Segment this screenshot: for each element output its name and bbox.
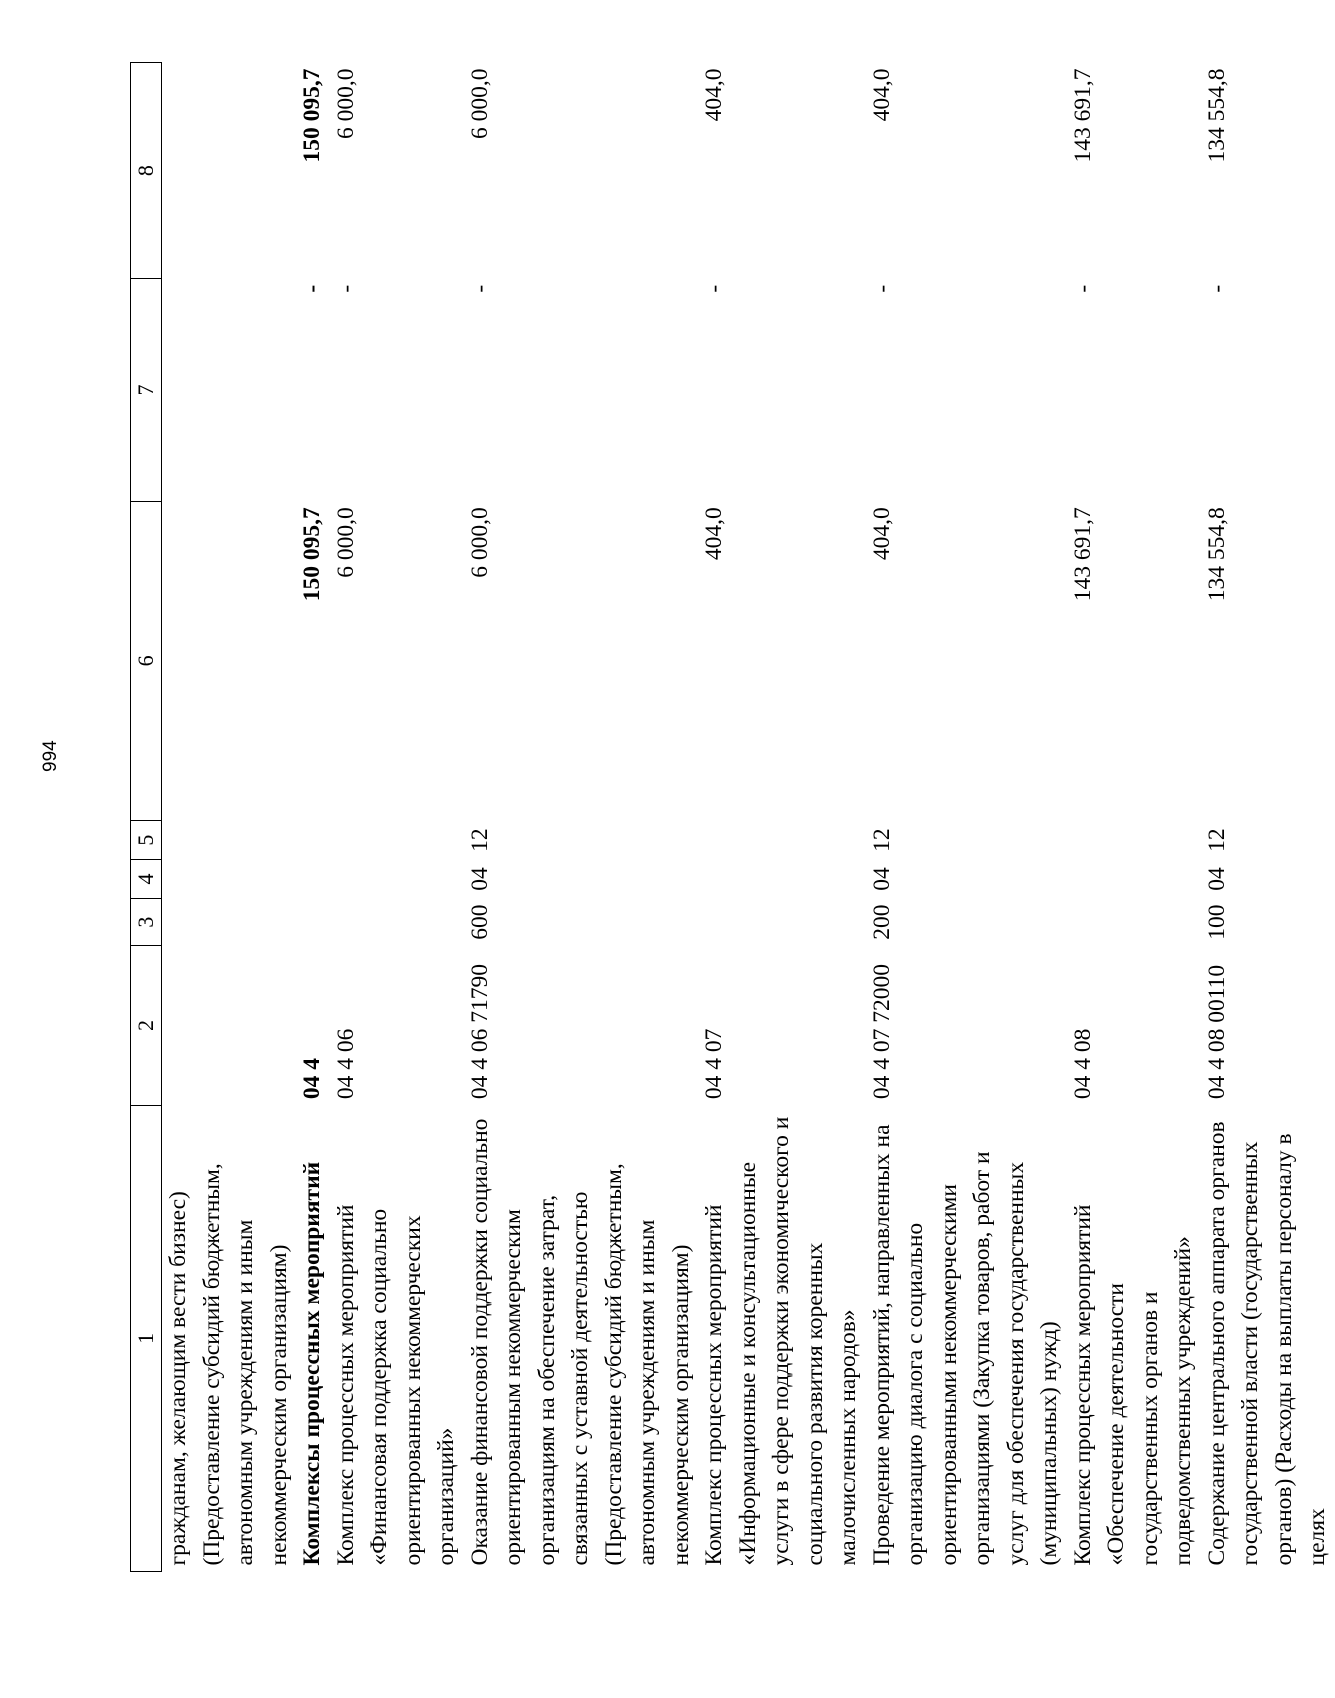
row-col-4: 04 <box>868 867 895 891</box>
row-col-5: 12 <box>466 828 493 852</box>
header-col-2: 2 <box>131 946 162 1105</box>
row-col-6: 6 000,0 <box>466 507 493 578</box>
row-col-8: 6 000,0 <box>466 68 493 139</box>
row-col-6: 404,0 <box>868 507 895 561</box>
row-col-6: 143 691,7 <box>1069 507 1096 602</box>
row-col-7: - <box>332 284 359 293</box>
row-col-6: 150 095,7 <box>299 507 325 602</box>
row-col-6: 134 554,8 <box>1203 507 1230 602</box>
row-col-5 <box>1067 821 1201 860</box>
row-col-4: 04 <box>466 867 493 891</box>
row-col-5: 12 <box>1203 828 1230 852</box>
row-col-4 <box>330 860 464 899</box>
row-col-7: - <box>299 284 325 293</box>
row-col-7: - <box>1203 284 1230 293</box>
row-col-7 <box>162 279 297 501</box>
row-code: 04 4 08 00110 <box>1203 964 1230 1100</box>
row-name: Комплекс процессных мероприятий «Финансовая поддержка социально ориентированных некоммерческих организаций» <box>332 1204 459 1566</box>
row-col-3 <box>698 899 866 946</box>
table-row <box>464 63 699 1572</box>
rotated-page <box>40 62 1330 1572</box>
row-col-6: 6 000,0 <box>332 507 359 578</box>
row-col-4 <box>162 860 297 899</box>
row-col-5 <box>698 821 866 860</box>
header-col-4: 4 <box>131 860 162 899</box>
row-col-3: 100 <box>1203 904 1230 940</box>
row-col-4 <box>1067 860 1201 899</box>
row-col-7: - <box>868 284 895 293</box>
row-col-4 <box>296 860 330 899</box>
row-code: 04 4 06 71790 <box>466 964 493 1100</box>
row-col-8: 134 554,8 <box>1203 68 1230 163</box>
row-col-3: 200 <box>868 904 895 940</box>
row-col-3: 600 <box>466 904 493 940</box>
table-row <box>698 63 866 1572</box>
row-col-7: - <box>701 284 727 293</box>
row-name: Комплекс процессных мероприятий «Обеспечение деятельности государственных органов и подведомственных учреждений» <box>1069 1204 1196 1566</box>
row-col-3 <box>162 899 297 946</box>
row-code: 04 4 08 <box>1069 1028 1096 1100</box>
row-col-3 <box>296 899 330 946</box>
row-col-5 <box>330 821 464 860</box>
row-col-8: 404,0 <box>701 68 727 122</box>
row-col-5 <box>162 821 297 860</box>
row-name: Оказание финансовой поддержки социально ориентированным некоммерческим организациям на обеспечение затрат, связанных с уставной деятельностью (Предоставление субсидий бюджетным, автономным учреждениям и иным некоммерческим организациям) <box>466 1118 694 1566</box>
header-col-5: 5 <box>131 821 162 860</box>
row-col-5 <box>296 821 330 860</box>
header-col-6: 6 <box>131 501 162 820</box>
table-row <box>1201 63 1335 1572</box>
table-row <box>1067 63 1201 1572</box>
row-code <box>162 946 297 1105</box>
header-col-7: 7 <box>131 279 162 501</box>
table-row <box>162 63 297 1572</box>
row-col-3 <box>1067 899 1201 946</box>
row-code: 04 4 <box>299 1058 325 1100</box>
row-name: Комплекс процессных мероприятий «Информационные и консультационные услуги в сфере поддержки экономического и социального развития коренных малочисленных народов» <box>701 1116 861 1566</box>
row-col-6 <box>162 501 297 820</box>
row-name: Проведение мероприятий, направленных на организацию диалога с социально ориентированными некоммерческими организациями (Закупка товаров, работ и услуг для обеспечения государственных (муниципальных) нужд) <box>868 1124 1062 1566</box>
row-col-5: 12 <box>868 828 895 852</box>
row-col-8: 150 095,7 <box>299 68 325 163</box>
row-col-3 <box>330 899 464 946</box>
header-col-8: 8 <box>131 63 162 279</box>
row-name: Комплексы процессных мероприятий <box>299 1161 325 1566</box>
row-col-4 <box>698 860 866 899</box>
row-col-8: 143 691,7 <box>1069 68 1096 163</box>
table-row <box>296 63 330 1572</box>
row-col-8: 6 000,0 <box>332 68 359 139</box>
row-name: гражданам, желающим вести бизнес) (Предоставление субсидий бюджетным, автономным учреждениям и иным некоммерческим организациям) <box>165 1163 292 1566</box>
header-row <box>131 63 162 1572</box>
row-name: Содержание центрального аппарата органов государственной власти (государственных органов) (Расходы на выплаты персоналу в целях <box>1203 1121 1330 1566</box>
page-number: 994 <box>40 740 61 772</box>
table-row <box>330 63 464 1572</box>
row-col-7: - <box>1069 284 1096 293</box>
header-col-3: 3 <box>131 899 162 946</box>
row-code: 04 4 07 <box>701 1028 727 1100</box>
header-col-1: 1 <box>131 1105 162 1571</box>
row-col-7: - <box>466 284 493 293</box>
row-col-6: 404,0 <box>701 507 727 561</box>
row-code: 04 4 07 72000 <box>868 964 895 1100</box>
row-col-8 <box>162 63 297 279</box>
row-col-8: 404,0 <box>868 68 895 122</box>
row-code: 04 4 06 <box>332 1028 359 1100</box>
row-col-4: 04 <box>1203 867 1230 891</box>
table-row <box>866 63 1067 1572</box>
budget-table <box>130 62 1335 1572</box>
